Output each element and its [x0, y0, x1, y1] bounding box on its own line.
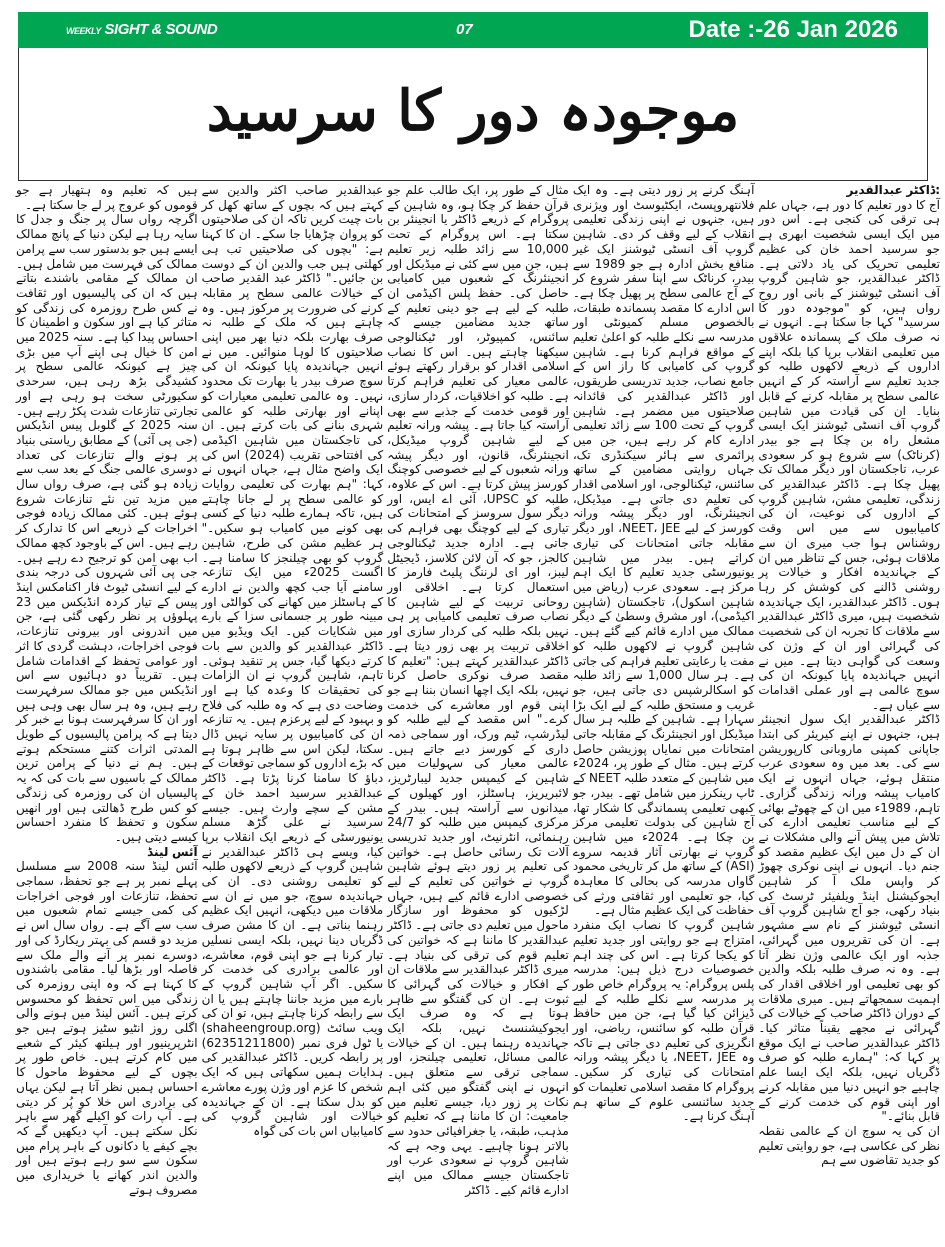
headline-box: [18, 48, 928, 181]
publication-prefix: WEEKLY: [66, 26, 101, 36]
subheading: آئس لینڈ: [147, 844, 198, 859]
paragraph: آج کا دور تعلیم کا دور ہے، جہاں علم ہی ترقی کی کنجی ہے۔ اس دور میں ایک ایسی شخصیت ابھری ہے جو سرسید احمد خان کی عظیم تعلیمی تحریک کی یاد دلاتی ہے۔ ڈاکٹر عبدالقدیر، جو شاہین گروپ آف انسٹی ٹیوشنز کے بانی اور روحِ رواں ہیں، کو "موجودہ دور کا سرسید" کہا جا سکتا ہے۔ انہوں نے نہ صرف ملک کے پسماندہ علاقوں میں تعلیمی انقلاب برپا کیا بلکہ اپنے اداروں کے ذریعے لاکھوں طلبہ کو جدید تعلیم سے آراستہ کر کے انہیں عالمی سطح پر مقابلہ کرنے کے قابل بنایا۔ ان کی قیادت میں شاہین گروپ آف انسٹی ٹیوشنز ایک ایسی مشعل راہ بن چکا ہے جو بیدر (کرناٹک) سے شروع ہو کر سعودی عرب، تاجکستان اور دیگر ممالک تک پھیل چکا ہے۔ ڈاکٹر عبدالقدیر کی زندگی، تعلیمی مشن، شاہین گروپ کے اداروں کی نوعیت، ان کی کامیابیوں سے میں اس وقت روشناس ہوا جب میری ان سے ملاقات ہوئی، جس کے تناظر میں ان کے جہاندیدہ افکار و خیالات پر روشنی ڈالنے کی کوشش کر رہا ہوں۔ ڈاکٹر عبدالقدیر، ایک جہاندیدہ شخصیت ہیں، میری ڈاکٹر عبدالقدیر سے ملاقات کا تجربہ ان کی شخصیت کی گہرائی اور ان کے وژن کی وسعت کی گواہی دیتا ہے۔ میں نے انہیں جہاندیدہ پایا کیونکہ ان کی سوچ عالمی ہے اور عملی اقدامات سے عیاں ہے۔: [758, 197, 940, 712]
paragraph: مثال کے طور پر، ایک طالب علم جو قرآن حفظ کر چکا ہو، وہ شاہین کے پروگرام کے ذریعے ڈاکٹر یا انجینئر بن سکتا ہے۔ اس پروگرام کے تحت 10,000 سے زائد طلبہ زیر تعلیم ہیں، جن میں سے کئی نے میڈیکل اور انجینئرنگ کے شعبوں میں کامیابی حاصل کی۔ حفظ پلس اکیڈمی ان طلبہ کے لیے ہے جو دینی تعلیم کے ساتھ جدید مضامین جیسے کہ سائنس، کمپیوٹر، اور ٹیکنالوجی سیکھنا چاہتے ہیں۔ اس کا نصاب اسلامی اقدار کو برقرار رکھتے ہوئے عالمی معیار کی تعلیم فراہم کرتا ہے۔ طلبہ کو اخلاقیات، کردار سازی، اور قومی خدمت کے جذبے سے بھی آراستہ کیا جاتا ہے۔ پیشہ ورانہ تعلیم کے لیے شاہین گروپ میڈیکل، انجینئرنگ، قانون، اور دیگر پیشہ ورانہ شعبوں کے لیے خصوصی کوچنگ کورسز پیش کرتا ہے۔ اس کے علاوہ، طلبہ کو UPSC، آئی اے ایس، اور دیگر سول سروسز کے امتحانات کی تیاری کے لیے کوچنگ بھی فراہم کی جاتی ہے۔ ادارہ جدید ٹیکنالوجی کالجز، جو کہ آن لائن کلاسز، ڈیجیٹل لیبز، اور ای لرننگ پلیٹ فارمز کا استعمال کرتا ہے۔ اخلاقی اور روحانی تربیت کے لیے شاہین کا نصاب صرف تعلیمی کامیابی پر ہی نہیں بلکہ طلبہ کی کردار سازی اور اخلاقی تربیت پر بھی زور دیتا ہے۔ ڈاکٹر عبدالقدیر کہتے ہیں: "تعلیم کا مقصد صرف نوکری حاصل کرنا نہیں، بلکہ ایک اچھا انسان بننا ہے جو اپنی قوم اور معاشرے کی خدمت کرے۔" اس مقصد کے لیے طلبہ کو لیڈرشپ، ٹیم ورک، اور سماجی ذمہ داری کے کورسز دیے جاتے ہیں۔ عالمی معیار کی سہولیات میں شاہین کے کیمپس جدید لیبارٹریز، لائبریریز، ہاسٹلز، اور کھیلوں کے میدانوں سے آراستہ ہیں۔ بیدر کے مرکزی کیمپس میں طلبہ کو 24/7 رہنمائی، انٹرنیٹ، اور جدید تدریسی آلات تک رسائی حاصل ہے۔ خواتین کی تعلیم پر زور دیتے ہوئے شاہین گروپ نے خواتین کی تعلیم کے لیے خصوصی ادارے قائم کیے ہیں، جہاں لڑکیوں کو محفوظ اور سازگار ماحول میں تعلیم دی جاتی ہے۔ ڈاکٹر عبدالقدیر کا ماننا ہے کہ خواتین کی تعلیم قوم کی ترقی کی بنیاد ہے۔ میری ڈاکٹر عبدالقدیر سے ملاقات ان کے افکار و خیالات کی گہرائی کا ثبوت ہے۔ ان کی گفتگو سے ظاہر ہوتا ہے کہ وہ صرف ایک ایجوکیشنسٹ نہیں، بلکہ ایک جہاندیدہ رہنما ہیں۔ ان کے خیالات عالمی مسائل، تعلیمی چیلنجز، اور سماجی ترقی سے متعلق ہیں۔ انہوں نے اپنی گفتگو میں کئی اہم نکات پر زور دیا، جیسے تعلیم میں جامعیت: ان کا ماننا ہے کہ تعلیم کو مذہب، طبقہ، یا جغرافیائی حدود سے بالاتر ہونا چاہیے۔ یہی وجہ ہے کہ شاہین گروپ نے سعودی عرب اور تاجکستان جیسے ممالک میں اپنے ادارے قائم کیے۔ ڈاکٹر: [387, 183, 569, 1197]
masthead-bar: [18, 12, 928, 48]
publication-name: [66, 21, 217, 38]
paragraph: اگرچہ رواں سال پر جنگ و جدل کا سایہ رہا ہے لیکن دنیا کے پانچ ممالک ایسے ہیں جو بدستور سب سے پرامن ممالک کی فہرست میں شامل ہیں۔ ان ممالک کے مقامی باشندے بتاتے ہیں کہ ان کی پالیسیوں اور ثقافت نے کس طرح روزمرہ کی زندگی کو متاثر کیا ہے اور سکون و اطمینان کا احساس پیدا کیا ہے۔ سنہ 2025 میں امن کا خیال ہی اپنے آپ میں بڑی چیز ہے کیونکہ عالمی سطح پر کشیدگی بڑھ رہی ہیں، سرحدی سکیورٹی سخت ہو رہی ہے اور تجارتی تنازعات شدت پکڑ رہے ہیں۔ سنہ 2025 کے گلوبل پیس انڈیکس (جی پی آئی) کے مطابق ریاستی بنیاد پر ہونے والے تنازعات کی تعداد دوسری عالمی جنگ کے بعد سب سے زیادہ ہو گئی ہے، صرف رواں سال میں مزید تین نئے تنازعات شروع ہوئے ہیں۔ کئی ممالک زیادہ فوجی اخراجات کے ذریعے اس کا تدارک کر رہے ہیں۔ اس کے باوجود کچھ ممالک اب بھی امن کو ترجیح دے رہے ہیں۔ جی پی آئی شہروں کی درجہ بندی کے لیے انسٹی ٹیوٹ فار اکنامکس اینڈ پیس کے تیار کردہ انڈیکس میں 23 پہلوؤں پر نظر رکھی گئی ہے، جن میں اندرونی اور بیرونی تنازعات، فوجی اخراجات، دہشت گردی کا اثر اور عوامی تحفظ کے اقدامات شامل ہیں۔ تقریباً دو دہائیوں سے اس انڈیکس میں جو ممالک سرفہرست رہے ہیں، وہ ہر سال بھی وہی ہیں اور ان کا سرفہرست ہونا بے خبر کر دیتا ہے کہ پرامن پالیسیوں کے طویل المدتی اثرات کتنے مستحکم ہوتے ہیں۔ ہم نے دنیا کے پرامن ترین ممالک کے باسیوں سے بات کی کہ یہ پالیسیاں ان کی روزمرہ کی زندگی کو کس طرح ڈھالتی ہیں اور انھیں سکون و تحفظ کا منفرد احساس کیسے دیتی ہیں۔: [16, 212, 198, 844]
paragraph: آئس لینڈ سنہ 2008 سے مسلسل پہلے نمبر پر ہے جو تحفظ، سماجی تحفظ، تنازعات اور فوجی اخراجات کی کمی جیسے تمام شعبوں میں سب سے آگے ہے۔ رواں سال اس نے مزید دو قسم کی بہتر ریکارڈ کی اور دوسرے نمبر پر آنے والے ملک سے فاصلہ اور بڑھا لیا۔ مقامی باشندوں کا کہنا ہے کہ وہ اپنی روزمرہ کی زندگی میں اس تحفظ کو محسوس کرتے ہیں۔ آئس لینڈ میں ہونے والی اگلی روز انٹیو سٹیز ہوتے ہیں جو انٹرپرینیور اور ہیلتھ کیئر کے شعبے میں کام کرتے ہیں۔ خاص طور پر بچوں کے لیے محفوظ ماحول کا احساس ہمیں نظر آتا ہے لیکن یہاں کی برادری اس خلا کو پُر کر دیتی ہے۔ آپ رات کو اکیلے گھر سے باہر نکل سکتے ہیں۔ آپ دیکھیں گے کہ بچے کیفے یا دکانوں کے باہر پرام میں سکون سے سو رہے ہوتے ہیں اور والدین اندر کھانے یا خریداری میں مصروف ہوتے: [16, 859, 198, 1197]
paragraph: عبدالقدیر صاحب اکثر والدین سے کہتے ہیں کہ بچوں کے ساتھ کھل کر بات چیت کریں تاکہ ان کی صلاحیتوں کو پروان چڑھایا جا سکے۔ ان کا کہنا ہے: "بچوں کی صلاحیتیں تب ہی کھلتی ہیں جب والدین ان کے دوست بن جائیں۔" ڈاکٹر عبد القدیر صاحب کے خیالات عالمی سطح پر مقابلہ کرنے کی ضرورت پر مرکوز ہیں۔ وہ چاہتے ہیں کہ ملک کے طلبہ نہ صرف بھارت بلکہ دنیا بھر میں اپنی صلاحیتوں کا لوہا منوائیں۔ میں نے انہیں جہاندیدہ پایا کیونکہ ان کی سوچ صرف بیدر یا بھارت تک محدود نہیں۔ وہ عالمی تعلیمی معیارات کو اپنانے اور بھارتی طلبہ کو عالمی شہری بنانے کی بات کرتے ہیں۔ ان کی تاجکستان میں شاہین اکیڈمی کی افتتاحی تقریب (2024) اس کی ایک واضح مثال ہے، جہاں انہوں نے کہا: "ہم بھارت کی تعلیمی روایات کو عالمی سطح پر لے جانا چاہتے ہیں، تاکہ ہمارے طلبہ دنیا کے کسی بھی کونے میں کامیاب ہو سکیں۔" ہر عظیم مشن کی طرح، شاہین گروپ کو بھی چیلنجز کا سامنا ہے۔ اگست 2025ء میں ایک تنازعہ سامنے آیا جب کچھ والدین نے ادارے کے ہاسٹلز میں کھانے کی کوالٹی اور مبینہ طور پر جسمانی سزا کے بارے میں شکایات کیں۔ ایک ویڈیو میں ڈاکٹر عبدالقدیر کو والدین سے بات کرتے دیکھا گیا، جس پر تنقید ہوئی۔ تاہم، شاہین گروپ نے ان الزامات کی تحقیقات کا وعدہ کیا ہے اور وضاحت دی ہے کہ وہ طلبہ کی فلاح و بہبود کے لیے پرعزم ہیں۔ یہ تنازعہ ان کی کامیابیوں پر سایہ نہیں ڈال سکتا، لیکن اس سے ظاہر ہوتا ہے کہ بڑے اداروں کو سماجی توقعات کے دباؤ کا سامنا کرنا پڑتا ہے۔ ڈاکٹر عبدالقدیر سرسید احمد خان کے مشن کے سچے وارث ہیں۔ جیسے سرسید نے علی گڑھ مسلم یونیورسٹی کے ذریعے ایک انقلاب برپا کیا، ویسے ہی ڈاکٹر عبدالقدیر نے شاہین گروپ کے ذریعے لاکھوں طلبہ کو تعلیمی روشنی دی۔ ان کی جہاندیدہ سوچ، جو میں نے ان سے ملاقات میں دیکھی، انہیں ایک عظیم رہنما بناتی ہے۔ ان کا مشن صرف ڈگریاں دینا نہیں، بلکہ ایسی نسلیں تیار کرنا ہے جو اپنی قوم، معاشرے، اور عالمی برادری کی خدمت کر سکیں۔ اگر آپ شاہین گروپ کے بارے میں مزید جاننا چاہتے ہیں یا ان سے رابطہ کرنا چاہتے ہیں، تو ان کی ویب سائٹ (shaheengroup.org) یا ٹول فری نمبر (62351211800) پر رابطہ کریں۔ ڈاکٹر عبدالقدیر کی ہدایات ہمیں سکھاتی ہیں کہ ایک شخص کا عزم اور وژن پورے معاشرے کو بدل سکتا ہے۔ ان کے جہاندیدہ خیالات اور شاہین گروپ کی کامیابیاں اس بات کی گواہ: [201, 183, 384, 1138]
column-2: [573, 183, 755, 1124]
paragraph: شاہین گروپ کا نصاب ایک منفرد امتزاج ہے جو روایتی اور جدید تعلیم کو یکجا کرتا ہے۔ اس کی چند اہم خصوصیات درج ذیل ہیں: مدرسہ پلس پروگرام: یہ پروگرام خاص طور پر مدرسہ سے نکلے طلبہ کے لیے ڈیزائن کیا گیا ہے، جن میں حافظ قرآن طلبہ کو سائنس، ریاضی، اور انگریزی کی تعلیم دی جاتی ہے تاکہ وہ NEET، JEE، یا دیگر پیشہ ورانہ امتحانات کی تیاری کر سکیں۔ پروگرام کا مقصد اسلامی تعلیمات کو جدید سائنسی علوم کے ساتھ ہم آہنگ کرنا ہے۔: [572, 918, 755, 1124]
issue-date: Date :-26 Jan 2026: [688, 16, 898, 43]
publication-title: SIGHT & SOUND: [104, 21, 218, 38]
paragraph: ان کی یہ سوچ ان کے عالمی نقطہ نظر کی عکاسی ہے، جو روایتی تعلیم کو جدید تقاضوں سے ہم: [758, 1124, 940, 1168]
page-number: 07: [456, 21, 473, 38]
paragraph: ڈاکٹر عبدالقدیر ایک سول انجینئر ہیں، جنہوں نے اپنے کیریئر کی ابتدا جاپانی کمپنی ماروبانی کارپوریشن سے کی۔ بعد میں وہ سعودی عرب منتقل ہوئے، جہاں انہوں نے ایک کامیاب پیشہ ورانہ زندگی گزاری۔ تاہم، 1989ء میں ان کے چھوٹے بھائی کے لیے مناسب تعلیمی ادارے کی تلاش میں پیش آنے والی مشکلات نے ان کے دل میں ایک عظیم مقصد کو جنم دیا۔ انہوں نے اپنی نوکری چھوڑ کر واپس ملک آ کر شاہین ایجوکیشنل اینڈ ویلفیئر ٹرسٹ کی بنیاد رکھی، جو آج شاہین گروپ آف انسٹی ٹیوشنز کے نام سے مشہور ہے۔ ان کی تقریروں میں گہرائی، جذبہ اور ایک عالمی وژن نظر آتا ہے۔ وہ نہ صرف طلبہ بلکہ والدین کو بھی تعلیمی اور اخلاقی اقدار کی اہمیت سمجھاتے ہیں۔ میری ملاقات کے دوران ڈاکٹر صاحب کے خیالات کی گہرائی نے مجھے یقیناً متاثر کیا۔ ڈاکٹر عبدالقدیر صاحب نے ایک موقع پر کہا کہ: "ہمارے طلبہ کو صرف ڈگریاں نہیں، بلکہ ایک ایسا علم چاہیے جو انہیں دنیا میں مقابلہ کرنے اور اپنی قوم کی خدمت کرنے کے قابل بنائے۔": [758, 712, 940, 1124]
article-title: موجودہ دور کا سرسید: [206, 78, 740, 144]
article-body: [16, 183, 940, 1198]
column-3: [387, 183, 569, 1198]
paragraph: ہیں کہ تعلیم وہ ہتھیار ہے جو قوموں کو عروج پر لے جا سکتا ہے۔: [16, 183, 198, 212]
column-5: [16, 183, 198, 1198]
column-4: [202, 183, 384, 1139]
byline: :ڈاکٹر عبدالقدیر: [846, 183, 940, 197]
paragraph: آہنگ کرنے پر زور دیتی ہے۔ وہ ایک فلانتھروپسٹ، ایکٹیوسٹ اور ویژنری ہیں، جنہوں نے اپنی زندگی تعلیمی انقلاب کے لیے وقف کر دی۔ شاہین گروپ آف انسٹی ٹیوشنز ایک غیر منافع بخش ادارہ ہے جو 1989 سے بیدر، کرناٹک سے اپنا سفر شروع کر کے آج عالمی سطح پر پھیل چکا ہے۔ اس ادارے کا مقصد پسماندہ طبقات، بالخصوص مسلم کمیونٹی اور مدرسہ سے نکلے طلبہ کو اعلیٰ تعلیم کے مواقع فراہم کرنا ہے۔ شاہین گروپ کی کامیابی کا راز اس کے جامع نصاب، جدید تدریسی طریقوں، اور ڈاکٹر عبدالقدیر کی قائدانہ صلاحیتوں میں مضمر ہے۔ شاہین گروپ کے تحت 100 سے زائد تعلیمی ادارے کام کر رہے ہیں، جن میں پرائمری سے ہائر سیکنڈری تک، جہاں روایتی مضامین کے ساتھ سائنس، ٹیکنالوجی، اور اسلامی اقدار کی تعلیم دی جاتی ہے۔ میڈیکل، انجینئرنگ، اور دیگر پیشہ ورانہ کورسز کے لیے NEET، JEE، اور دیگر مقابلہ جاتی امتحانات کی تیاری کراتے ہیں۔ بیدر میں شاہین یونیورسٹی جدید تعلیم کا ایک اہم مرکز ہے۔ سعودی عرب (ریاض میں شاہین اسکول)، تاجکستان (شاہین اکیڈمی)، اور مشرق وسطیٰ کے دیگر ممالک میں ادارے قائم کیے گئے ہیں۔ شاہین گروپ نے لاکھوں طلبہ کو مفت یا رعایتی تعلیم فراہم کی جاتی ہے۔ ہر سال 1,000 سے زائد طلبہ کو اسکالرشپس دی جاتی ہیں، جو غریب و مستحق طلبہ کے لیے ایک بڑا سہارا ہے۔ شاہین کے طلبہ ہر سال میڈیکل اور انجینئرنگ کے مقابلہ جاتی امتحانات میں نمایاں پوزیشن حاصل کرتے ہیں۔ مثال کے طور پر، 2024ء میں شاہین کے متعدد طلبہ NEET کے ٹاپ رینکرز میں شامل تھے۔ بیدر، جو کبھی تعلیمی پسماندگی کا شکار تھا، آج شاہین کی بدولت تعلیمی مرکز بن چکا ہے۔ 2024ء میں شاہین گروپ نے بھارتی آثار قدیمہ سروے (ASI) کے ساتھ مل کر تاریخی محمود گاواں مدرسہ کی بحالی کا معاہدہ کیا، جو تعلیمی اور ثقافتی ورثے کی حفاظت کی ایک عظیم مثال ہے۔: [572, 183, 755, 918]
column-1: [758, 183, 940, 1168]
